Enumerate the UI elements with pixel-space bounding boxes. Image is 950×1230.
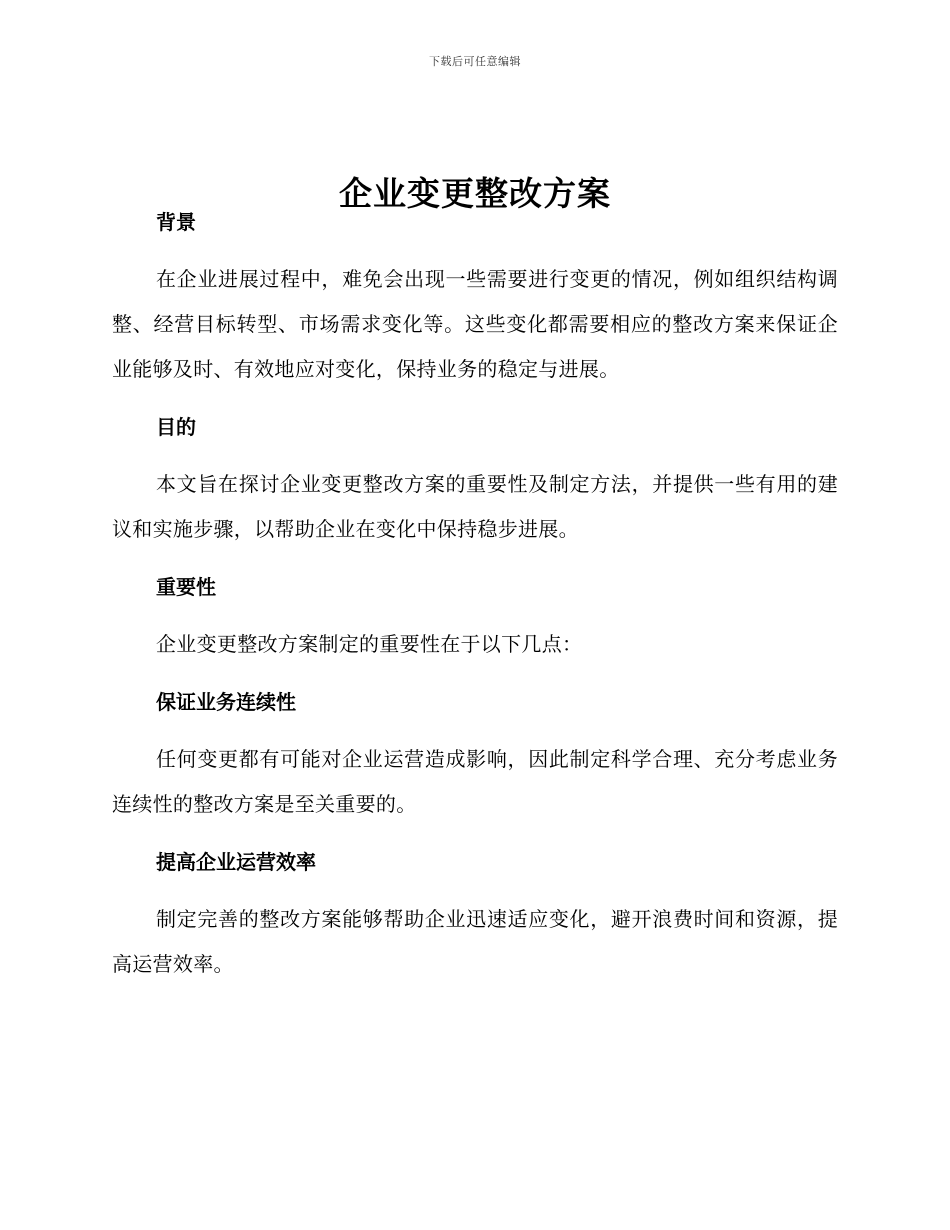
section-background bbox=[112, 200, 838, 405]
section-paragraph: 制定完善的整改方案能够帮助企业迅速适应变化，避开浪费时间和资源，提高运营效率。 bbox=[112, 907, 838, 976]
document-body bbox=[112, 200, 838, 987]
section-efficiency bbox=[112, 840, 838, 987]
document-title: 企业变更整改方案 bbox=[339, 174, 611, 214]
section-heading: 提高企业运营效率 bbox=[156, 850, 316, 874]
section-paragraph: 任何变更都有可能对企业运营造成影响，因此制定科学合理、充分考虑业务连续性的整改方案是至关重要的。 bbox=[112, 747, 838, 816]
section-heading: 重要性 bbox=[156, 575, 216, 599]
section-business-continuity bbox=[112, 680, 838, 840]
section-heading: 背景 bbox=[156, 210, 196, 234]
section-importance bbox=[112, 565, 838, 680]
section-purpose bbox=[112, 405, 838, 565]
section-heading: 目的 bbox=[156, 415, 196, 439]
page-header-note: 下载后可任意编辑 bbox=[429, 55, 521, 68]
section-paragraph: 企业变更整改方案制定的重要性在于以下几点： bbox=[156, 632, 583, 656]
section-heading: 保证业务连续性 bbox=[156, 690, 296, 714]
section-paragraph: 在企业进展过程中，难免会出现一些需要进行变更的情况，例如组织结构调整、经营目标转型、市场需求变化等。这些变化都需要相应的整改方案来保证企业能够及时、有效地应对变化，保持业务的稳定与进展。 bbox=[112, 267, 838, 381]
section-paragraph: 本文旨在探讨企业变更整改方案的重要性及制定方法，并提供一些有用的建议和实施步骤，以帮助企业在变化中保持稳步进展。 bbox=[112, 472, 838, 541]
